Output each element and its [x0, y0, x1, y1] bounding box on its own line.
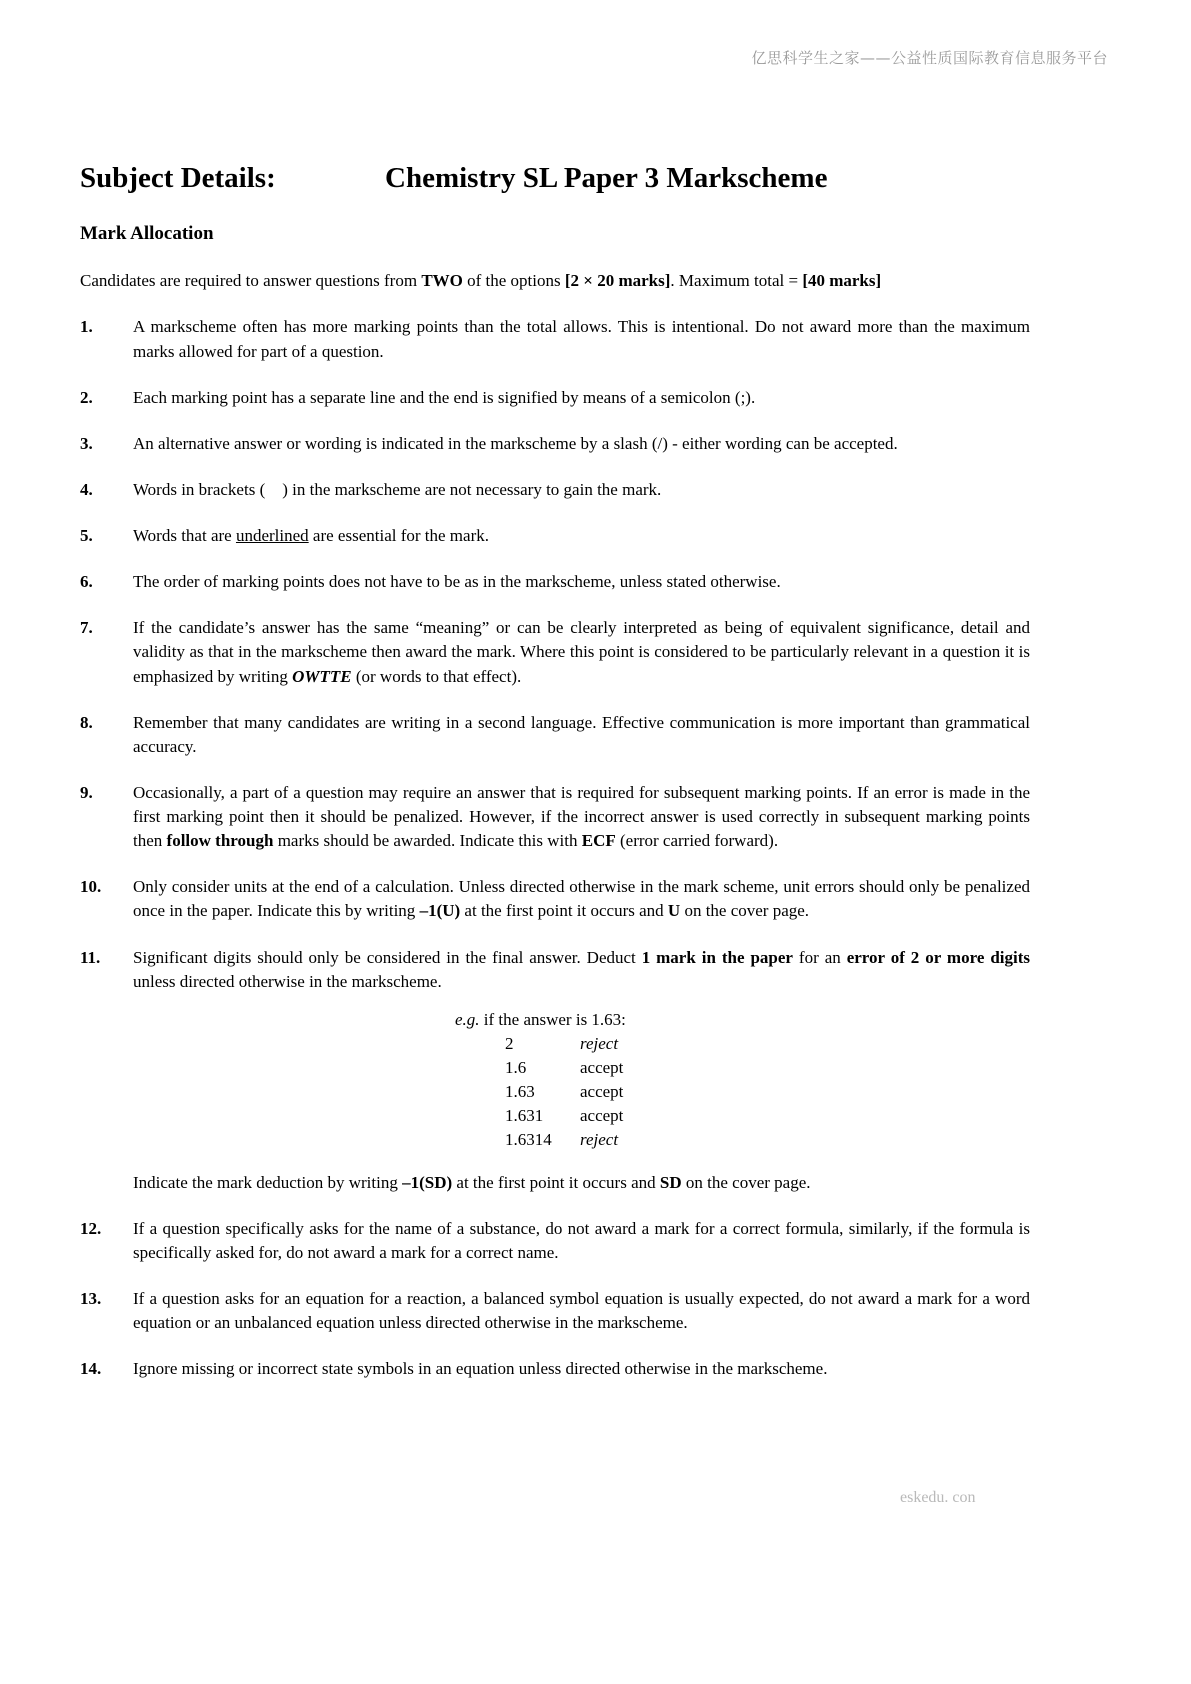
example-rows: [505, 1032, 1030, 1153]
example-value: 1.6: [505, 1058, 527, 1078]
list-item: [80, 315, 1030, 363]
example-verdict: accept: [580, 1082, 624, 1102]
page-title-text: Chemistry SL Paper 3 Markscheme: [385, 162, 828, 194]
example-row: [505, 1080, 1030, 1104]
example-value: 2: [505, 1033, 514, 1053]
example-verdict: accept: [580, 1106, 624, 1126]
page-title-label: Subject Details:: [80, 162, 276, 194]
item-number: 10.: [80, 877, 102, 897]
top-watermark: 亿思科学生之家——公益性质国际教育信息服务平台: [751, 49, 1108, 67]
list-item: [80, 781, 1030, 853]
item-number: 1.: [80, 317, 93, 337]
item-text: If a question specifically asks for the name of a substance, do not award a mark for a correct formula, similarly, if the formula is specifically asked for, do not award a mark for a correct name.: [133, 1218, 1030, 1262]
item-number: 2.: [80, 387, 93, 407]
item-number: 12.: [80, 1218, 102, 1238]
list-item: [80, 946, 1030, 994]
item-number: 11.: [80, 947, 101, 967]
numbered-list: [80, 315, 1030, 1381]
example-verdict: reject: [580, 1033, 619, 1053]
list-item: [80, 875, 1030, 923]
example-value: 1.6314: [505, 1130, 552, 1150]
example-row: [505, 1056, 1030, 1080]
item-number: 8.: [80, 712, 93, 732]
bottom-watermark: eskedu. con: [900, 1489, 976, 1506]
deduction-note: Indicate the mark deduction by writing –1(SD) at the first point it occurs and SD on the cover page.: [133, 1172, 811, 1192]
example-row: [505, 1104, 1030, 1128]
list-item: [80, 478, 1030, 502]
item-number: 4.: [80, 479, 93, 499]
example-value: 1.63: [505, 1082, 535, 1102]
intro-paragraph: Candidates are required to answer questions from TWO of the options [2 × 20 marks]. Maximum total = [40 marks]: [80, 271, 882, 291]
list-item: [80, 1287, 1030, 1335]
example-verdict: accept: [580, 1058, 624, 1078]
list-item: [80, 711, 1030, 759]
example-heading: e.g. if the answer is 1.63:: [455, 1009, 626, 1029]
item-number: 6.: [80, 572, 93, 592]
example-verdict: reject: [580, 1130, 619, 1150]
item-text: If the candidate’s answer has the same “meaning” or can be clearly interpreted as being of equivalent significance, detail and validity as that in the markscheme then award the mark. Where this point is considered to be particularly relevant in a question it is emphasized by writing OWTTE (or words to that effect).: [133, 618, 1030, 686]
item-number: 14.: [80, 1359, 102, 1379]
example-block: [455, 1008, 1030, 1153]
list-item: [80, 616, 1030, 688]
section-heading: Mark Allocation: [80, 223, 214, 245]
item-text: A markscheme often has more marking points than the total allows. This is intentional. Do not award more than the maximum marks allowed for part of a question.: [133, 317, 1030, 361]
item-number: 9.: [80, 782, 93, 802]
example-value: 1.631: [505, 1106, 544, 1126]
page-title: [80, 162, 1030, 195]
item-text: Only consider units at the end of a calculation. Unless directed otherwise in the mark scheme, unit errors should only be penalized once in the paper. Indicate this by writing –1(U) at the first point it occurs and U on the cover page.: [133, 877, 1030, 921]
item-text: If a question asks for an equation for a reaction, a balanced symbol equation is usually expected, do not award a mark for a word equation or an unbalanced equation unless directed otherwise in the markscheme.: [133, 1288, 1030, 1333]
example-row: [505, 1032, 1030, 1056]
item-text: An alternative answer or wording is indicated in the markscheme by a slash (/) - either wording can be accepted.: [133, 433, 898, 453]
list-item: [80, 1217, 1030, 1265]
item-text: Each marking point has a separate line and the end is signified by means of a semicolon (;).: [133, 387, 756, 407]
list-item: [80, 524, 1030, 548]
item-text: Remember that many candidates are writing in a second language. Effective communication is more important than grammatical accuracy.: [133, 712, 1030, 756]
item-text: Words in brackets ( ) in the markscheme are not necessary to gain the mark.: [133, 479, 662, 499]
item-number: 5.: [80, 526, 93, 546]
list-item: [80, 570, 1030, 594]
list-item: [80, 386, 1030, 410]
item-number: 3.: [80, 433, 93, 453]
list-item: [80, 432, 1030, 456]
item-number: 7.: [80, 618, 93, 638]
item-text: Words that are underlined are essential for the mark.: [133, 526, 489, 546]
list-item: [80, 1357, 1030, 1381]
example-row: [505, 1128, 1030, 1152]
item-text: Ignore missing or incorrect state symbols in an equation unless directed otherwise in the markscheme.: [133, 1359, 828, 1379]
item-text: Significant digits should only be considered in the final answer. Deduct 1 mark in the paper for an error of 2 or more digits unless directed otherwise in the markscheme.: [133, 947, 1030, 991]
item-text: The order of marking points does not have to be as in the markscheme, unless stated otherwise.: [133, 572, 781, 592]
item-number: 13.: [80, 1288, 102, 1308]
item-text: Occasionally, a part of a question may require an answer that is required for subsequent marking points. If an error is made in the first marking point then it should be penalized. However, if the incorrect answer is used correctly in subsequent marking points then follow through marks should be awarded. Indicate this with ECF (error carried forward).: [133, 782, 1030, 851]
